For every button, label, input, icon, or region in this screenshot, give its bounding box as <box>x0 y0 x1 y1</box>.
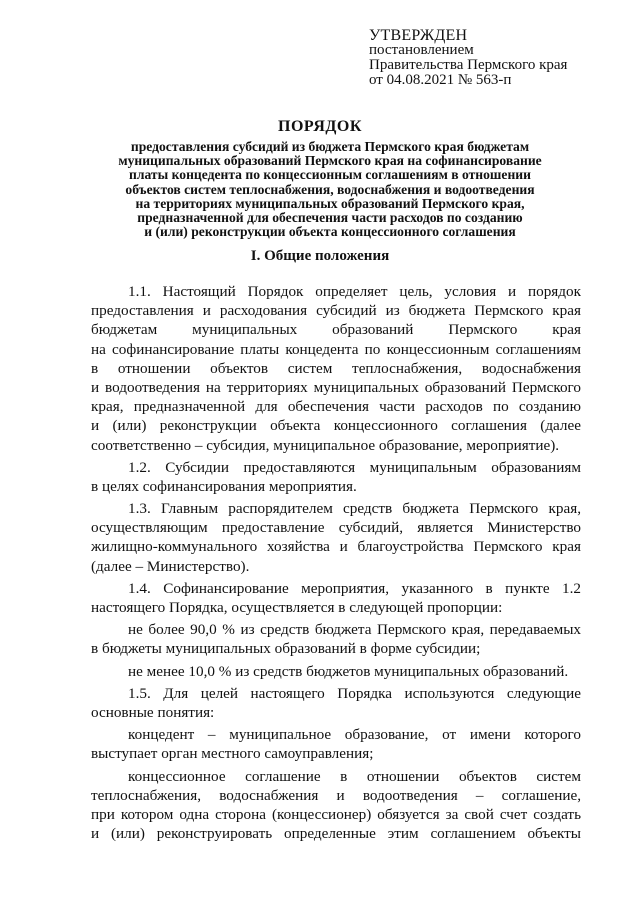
paragraph <box>91 767 581 844</box>
paragraph <box>91 620 581 658</box>
text-line: и (или) реконструкции объекта концессионного соглашения (далее <box>91 417 581 435</box>
document-body <box>91 282 581 846</box>
text-line: 1.4. Софинансирование мероприятия, указанного в пункте 1.2 <box>128 579 581 597</box>
subtitle-line: предназначенной для обеспечения части расходов по созданию <box>137 210 523 226</box>
text-line: 1.5. Для целей настоящего Порядка используются следующие <box>128 684 581 702</box>
subtitle-line: и (или) реконструкции объекта концессионного соглашения <box>144 224 516 240</box>
text-line: соответственно – субсидия, муниципальное образование, мероприятие). <box>91 436 560 454</box>
text-line: и водоотведения на территориях муниципальных образований Пермского <box>91 378 581 396</box>
subtitle-line: предоставления субсидий из бюджета Пермского края бюджетам <box>130 139 530 154</box>
document-title: ПОРЯДОК <box>278 118 362 135</box>
text-line: в бюджеты муниципальных образований в форме субсидии; <box>91 640 481 658</box>
text-line: основные понятия: <box>91 703 215 721</box>
text-line: теплоснабжения, водоснабжения и водоотведения – соглашение, <box>91 786 581 804</box>
section-title: I. Общие положения <box>250 248 390 264</box>
subtitle-line: на территориях муниципальных образований Пермского края, <box>135 195 525 211</box>
text-line: бюджетам муниципальных образований Пермского края <box>91 321 581 339</box>
paragraph <box>91 684 581 722</box>
text-line: настоящего Порядка, осуществляется в следующей пропорции: <box>91 599 503 616</box>
approval-line-2: Правительства Пермского края <box>369 57 568 73</box>
text-line: концессионное соглашение в отношении объектов систем <box>128 767 581 785</box>
subtitle-line: платы концедента по концессионным соглашениям в отношении <box>129 167 531 183</box>
text-line: предоставления и расходования субсидий из бюджета Пермского края <box>91 302 581 320</box>
paragraph <box>91 282 581 455</box>
subtitle-line: муниципальных образований Пермского края на софинансирование <box>118 153 542 169</box>
text-line: не менее 10,0 % из средств бюджетов муниципальных образований. <box>128 662 569 680</box>
text-line: в целях софинансирования мероприятия. <box>91 477 357 495</box>
paragraph <box>91 725 581 763</box>
text-line: концедент – муниципальное образование, от имени которого <box>128 726 581 744</box>
subtitle-line: объектов систем теплоснабжения, водоснабжения и водоотведения <box>125 181 535 197</box>
text-line: на софинансирование платы концедента по концессионным соглашениям <box>91 340 581 358</box>
approval-stamp <box>369 28 619 88</box>
text-line: осуществляющим предоставление субсидий, является Министерство <box>91 519 581 537</box>
text-line: 1.3. Главным распорядителем средств бюджета Пермского края, <box>128 500 581 518</box>
approval-line-3: от 04.08.2021 № 563-п <box>369 72 512 88</box>
paragraph <box>91 662 581 681</box>
paragraph <box>91 579 581 617</box>
text-line: не более 90,0 % из средств бюджета Пермского края, передаваемых <box>128 621 581 639</box>
text-line: жилищно-коммунального хозяйства и благоустройства Пермского края <box>91 538 581 556</box>
text-line: выступает орган местного самоуправления; <box>91 745 374 763</box>
approval-heading: УТВЕРЖДЕН <box>369 27 468 44</box>
text-line: 1.1. Настоящий Порядок определяет цель, условия и порядок <box>128 283 581 300</box>
document-subtitle <box>80 140 580 239</box>
paragraph <box>91 458 581 496</box>
text-line: края, предназначенной для обеспечения части расходов по созданию <box>91 398 581 416</box>
text-line: и (или) реконструировать определенные этим соглашением объекты <box>91 825 581 843</box>
text-line: (далее – Министерство). <box>91 557 250 575</box>
paragraph <box>91 499 581 576</box>
text-line: 1.2. Субсидии предоставляются муниципальным образованиям <box>128 458 581 476</box>
text-line: при котором одна сторона (концессионер) обязуется за свой счет создать <box>91 805 581 823</box>
approval-line-1: постановлением <box>369 42 474 58</box>
text-line: в отношении объектов систем теплоснабжения, водоснабжения <box>91 359 581 377</box>
